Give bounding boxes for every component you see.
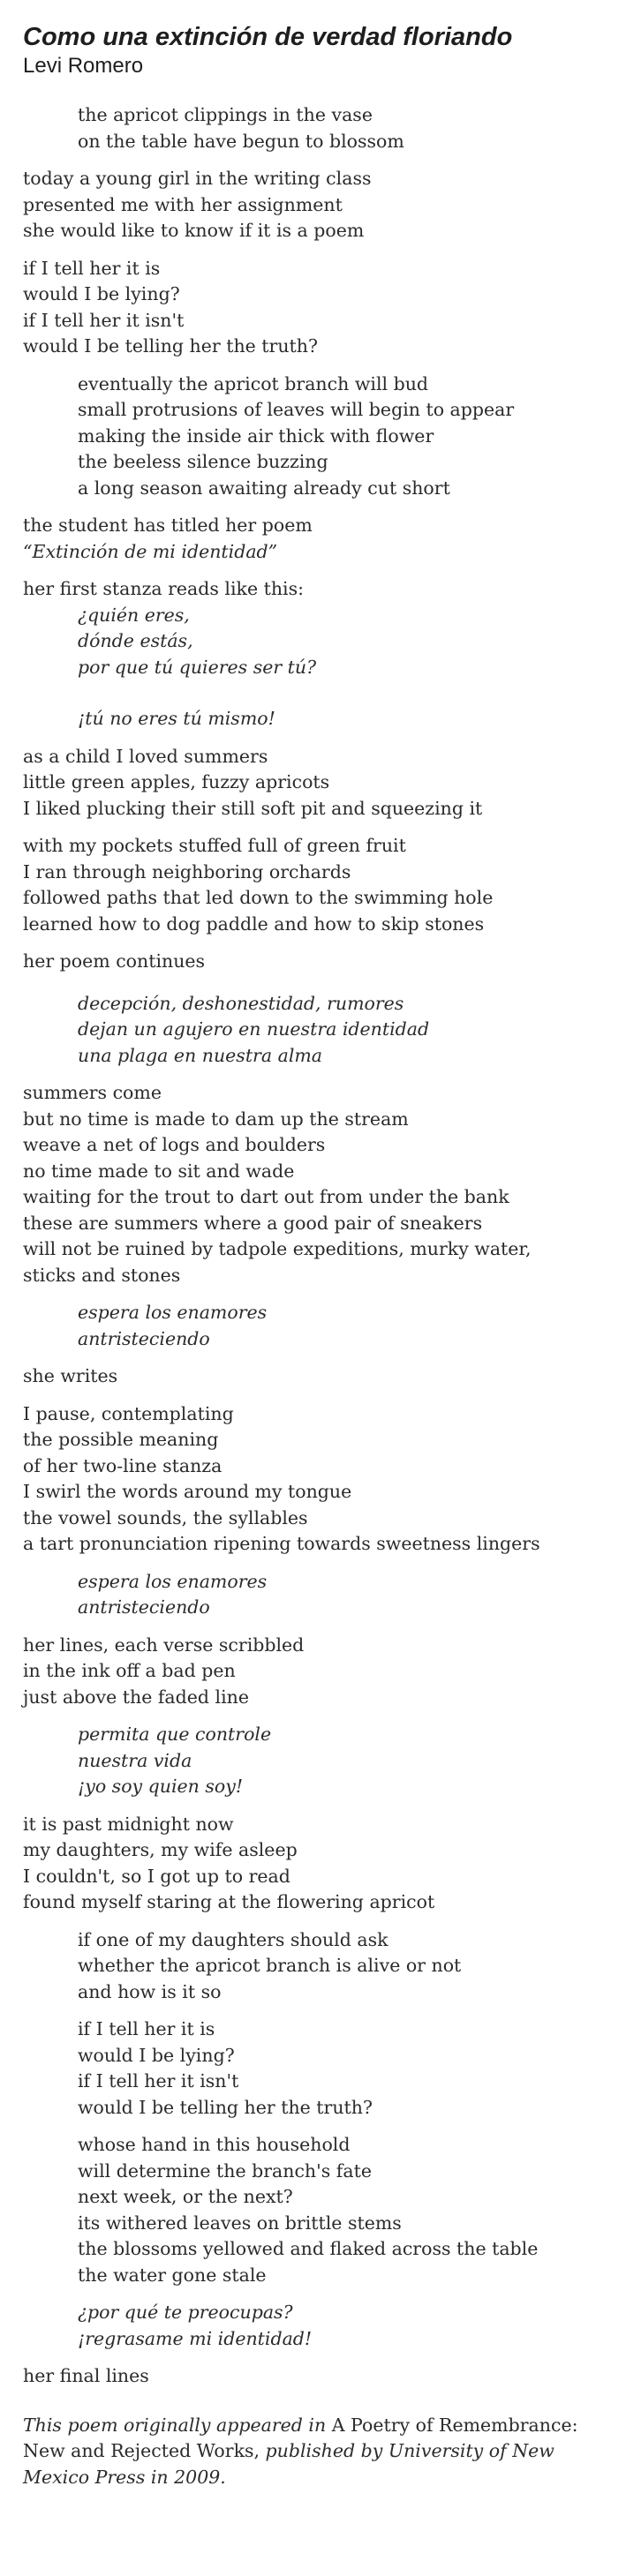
poem-line: if I tell her it isn't xyxy=(23,309,185,331)
poem-line: the student has titled her poem xyxy=(23,514,313,536)
stanza xyxy=(23,1633,606,1711)
poem-line: on the table have begun to blossom xyxy=(78,130,404,152)
quoted-line: ¡regrasame mi identidad! xyxy=(78,2327,313,2349)
poem-line: whether the apricot branch is alive or not xyxy=(78,1955,462,1976)
poem-line: followed paths that led down to the swimming hole xyxy=(23,887,494,908)
poem-author: Levi Romero xyxy=(23,54,144,78)
poem-line: I liked plucking their still soft pit and squeezing it xyxy=(23,797,483,819)
poem-line: if one of my daughters should ask xyxy=(78,1928,388,1950)
quoted-line: decepción, deshonestidad, rumores xyxy=(78,992,404,1014)
stanza xyxy=(23,744,606,822)
poem-line: her lines, each verse scribbled xyxy=(23,1633,305,1656)
poem-line: my daughters, my wife asleep xyxy=(23,1839,298,1860)
poem-line: would I be telling her the truth? xyxy=(23,335,318,357)
quoted-line: ¡yo soy quien soy! xyxy=(78,1776,244,1797)
poem-line: weave a net of logs and boulders xyxy=(23,1134,326,1155)
quoted-line: por que tú quieres ser tú? xyxy=(78,656,317,678)
poem-line: just above the faded line xyxy=(23,1686,249,1708)
stanza xyxy=(23,991,606,1070)
poem-line: of her two-line stanza xyxy=(23,1454,222,1476)
quoted-line: espera los enamores xyxy=(78,1302,268,1323)
poem-line: little green apples, fuzzy apricots xyxy=(23,771,330,792)
quoted-line: dejan un agujero en nuestra identidad xyxy=(78,1018,430,1040)
quoted-line: ¿quién eres, xyxy=(78,604,190,626)
stanza xyxy=(23,372,606,502)
stanza xyxy=(23,256,606,360)
quoted-line: antristeciendo xyxy=(78,1327,210,1349)
stanza xyxy=(23,1927,606,2006)
quoted-line: nuestra vida xyxy=(78,1749,192,1771)
stanza xyxy=(23,1812,606,1916)
quoted-line: antristeciendo xyxy=(78,1596,210,1618)
stanza xyxy=(23,833,606,937)
poem-line: I ran through neighboring orchards xyxy=(23,860,351,882)
poem-line: making the inside air thick with flower xyxy=(78,424,434,447)
quoted-title-line: “Extinción de mi identidad” xyxy=(23,540,278,562)
poem-line: a long season awaiting already cut short xyxy=(78,477,450,499)
stanza xyxy=(23,1363,606,1390)
poem-line: her first stanza reads like this: xyxy=(23,578,305,599)
poem-line: as a child I loved summers xyxy=(23,745,268,767)
stanza xyxy=(23,1401,606,1558)
poem-line: the blossoms yellowed and flaked across the table xyxy=(78,2238,539,2259)
poem-line: she writes xyxy=(23,1365,118,1386)
stanza xyxy=(23,1300,606,1352)
poem-line: the apricot clippings in the vase xyxy=(78,104,373,125)
poem-line: but no time is made to dam up the stream xyxy=(23,1108,409,1130)
poem-line: would I be lying? xyxy=(23,283,180,304)
stanza xyxy=(23,2016,606,2121)
stanza xyxy=(23,513,606,565)
poem-line: her final lines xyxy=(23,2365,149,2386)
poem-line: today a young girl in the writing class xyxy=(23,168,372,189)
poem-line: found myself staring at the flowering apricot xyxy=(23,1891,435,1912)
poem-line: the beeless silence buzzing xyxy=(78,451,328,472)
note-text: published by University of New Mexico Press in 2009. xyxy=(23,2440,554,2488)
stanza xyxy=(23,2300,606,2352)
poem-line: I couldn't, so I got up to read xyxy=(23,1865,290,1887)
poem-line: will not be ruined by tadpole expeditions, murky water, xyxy=(23,1238,532,1259)
poem-line: will determine the branch's fate xyxy=(78,2159,372,2182)
publication-note xyxy=(23,2413,606,2491)
poem-line: and how is it so xyxy=(78,1980,222,2002)
poem-line: eventually the apricot branch will bud xyxy=(78,372,429,394)
poem-line: whose hand in this household xyxy=(78,2134,351,2155)
quoted-line: ¡tú no eres tú mismo! xyxy=(78,708,275,729)
poem-line: summers come xyxy=(23,1082,162,1103)
poem-line: its withered leaves on brittle stems xyxy=(78,2212,402,2234)
quoted-line: dónde estás, xyxy=(78,630,193,651)
poem-line: her poem continues xyxy=(23,950,206,972)
quoted-line: una plaga en nuestra alma xyxy=(78,1044,323,1066)
poem-line: the water gone stale xyxy=(78,2264,267,2286)
stanza xyxy=(23,1569,606,1621)
poem-line: waiting for the trout to dart out from under the bank xyxy=(23,1186,509,1207)
quoted-line: permita que controle xyxy=(78,1724,272,1745)
stanza xyxy=(23,949,606,975)
quoted-line: espera los enamores xyxy=(78,1570,268,1592)
poem-line: next week, or the next? xyxy=(78,2186,293,2207)
poem-line: I pause, contemplating xyxy=(23,1402,234,1424)
poem-line: small protrusions of leaves will begin to appear xyxy=(78,399,515,420)
poem-line: if I tell her it is xyxy=(78,2018,215,2039)
stanza xyxy=(23,102,606,154)
poem-line: in the ink off a bad pen xyxy=(23,1660,236,1681)
poem-line: if I tell her it isn't xyxy=(78,2070,239,2092)
poem-line: it is past midnight now xyxy=(23,1813,234,1835)
stanza xyxy=(23,2132,606,2288)
poem-line: learned how to dog paddle and how to skip stones xyxy=(23,912,485,935)
poem-line: with my pockets stuffed full of green fruit xyxy=(23,835,406,856)
quoted-line: ¿por qué te preocupas? xyxy=(78,2302,293,2323)
poem-line: the vowel sounds, the syllables xyxy=(23,1506,308,1528)
poem-line: she would like to know if it is a poem xyxy=(23,220,365,241)
poem-line: a tart pronunciation ripening towards sweetness lingers xyxy=(23,1533,540,1554)
poem-line: would I be lying? xyxy=(78,2044,235,2066)
note-text: This poem originally appeared in xyxy=(23,2414,332,2436)
poem-title: Como una extinción de verdad floriando xyxy=(23,23,513,51)
poem-line: presented me with her assignment xyxy=(23,193,343,215)
note-book-title: A Poetry of Remembrance: New and Rejected Works, xyxy=(23,2414,578,2461)
stanza xyxy=(23,2363,606,2390)
poem-line: sticks and stones xyxy=(23,1264,181,1286)
stanza xyxy=(23,166,606,244)
stanza xyxy=(23,1722,606,1800)
poem-line: I swirl the words around my tongue xyxy=(23,1481,352,1502)
poem-line: these are summers where a good pair of sneakers xyxy=(23,1212,483,1234)
stanza xyxy=(23,576,606,732)
poem-page xyxy=(23,21,606,2490)
poem-line: if I tell her it is xyxy=(23,257,161,279)
poem-line: no time made to sit and wade xyxy=(23,1160,295,1182)
stanza xyxy=(23,1080,606,1288)
poem-line: the possible meaning xyxy=(23,1429,219,1450)
poem-line: would I be telling her the truth? xyxy=(78,2096,373,2118)
